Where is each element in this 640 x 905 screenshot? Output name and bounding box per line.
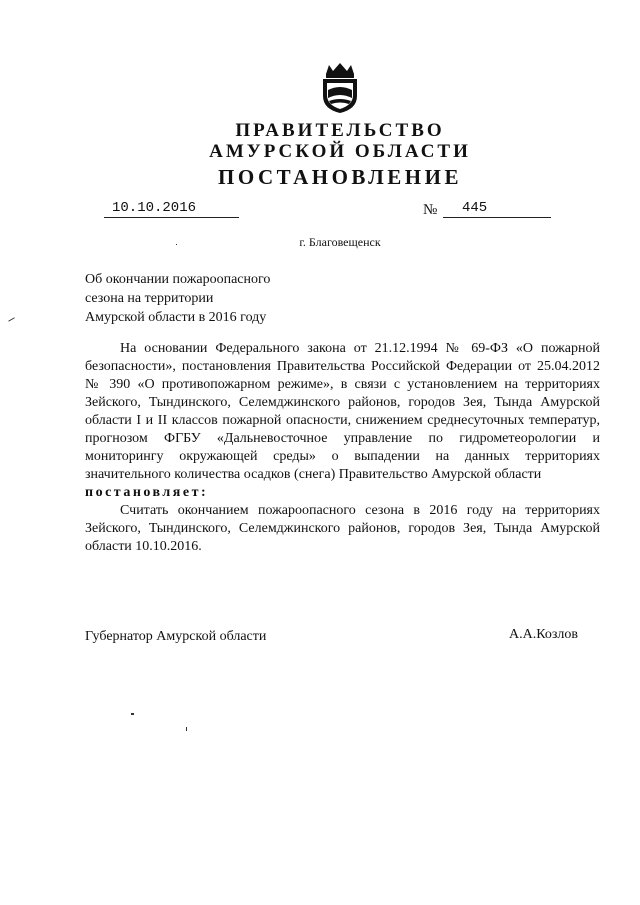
document-body <box>85 340 600 556</box>
subject-line: Об окончании пожароопасного <box>85 272 271 287</box>
scan-speck <box>186 727 187 731</box>
signer-name: А.А.Козлов <box>509 627 578 642</box>
subject-line: Амурской области в 2016 году <box>85 310 267 325</box>
government-name-line1: ПРАВИТЕЛЬСТВО <box>235 120 445 141</box>
scan-speck <box>176 244 177 245</box>
scan-speck <box>8 317 15 321</box>
document-subject <box>85 270 345 327</box>
decree-word: постановляет: <box>85 485 209 500</box>
government-name-line2: АМУРСКОЙ ОБЛАСТИ <box>209 141 471 162</box>
decision-paragraph: Считать окончанием пожароопасного сезона в 2016 году на территориях Зейского, Тындинского, Селемджинского районов, городов Зея, Тында Амурской области 10.10.2016. <box>85 503 600 554</box>
document-number: 445 <box>462 200 488 216</box>
scan-speck <box>131 713 134 715</box>
city-name: г. Благовещенск <box>299 235 381 249</box>
signer-position: Губернатор Амурской области <box>85 629 267 644</box>
number-sign: № <box>423 202 438 218</box>
preamble-paragraph: На основании Федерального закона от 21.12.1994 № 69-ФЗ «О пожарной безопасности», постановления Правительства Российской Федерации от 25.04.2012 № 390 «О противопожарном режиме», в связи с установлением на территориях Зейского, Тындинского, Селемджинского районов, городов Зея, Тында Амурской области I и II классов пожарной опасности, снижением среднесуточных температур, прогнозом ФГБУ «Дальневосточное управление по гидрометеорологии и мониторингу окружающей среды» о выпадении на данных территориях значительного количества осадков (снега) Правительство Амурской области <box>85 341 600 482</box>
date-underline <box>104 217 239 218</box>
document-type-title: ПОСТАНОВЛЕНИЕ <box>218 165 462 189</box>
coat-of-arms-icon <box>318 62 362 114</box>
subject-line: сезона на территории <box>85 291 214 306</box>
number-underline <box>443 217 551 218</box>
document-date: 10.10.2016 <box>112 200 197 216</box>
